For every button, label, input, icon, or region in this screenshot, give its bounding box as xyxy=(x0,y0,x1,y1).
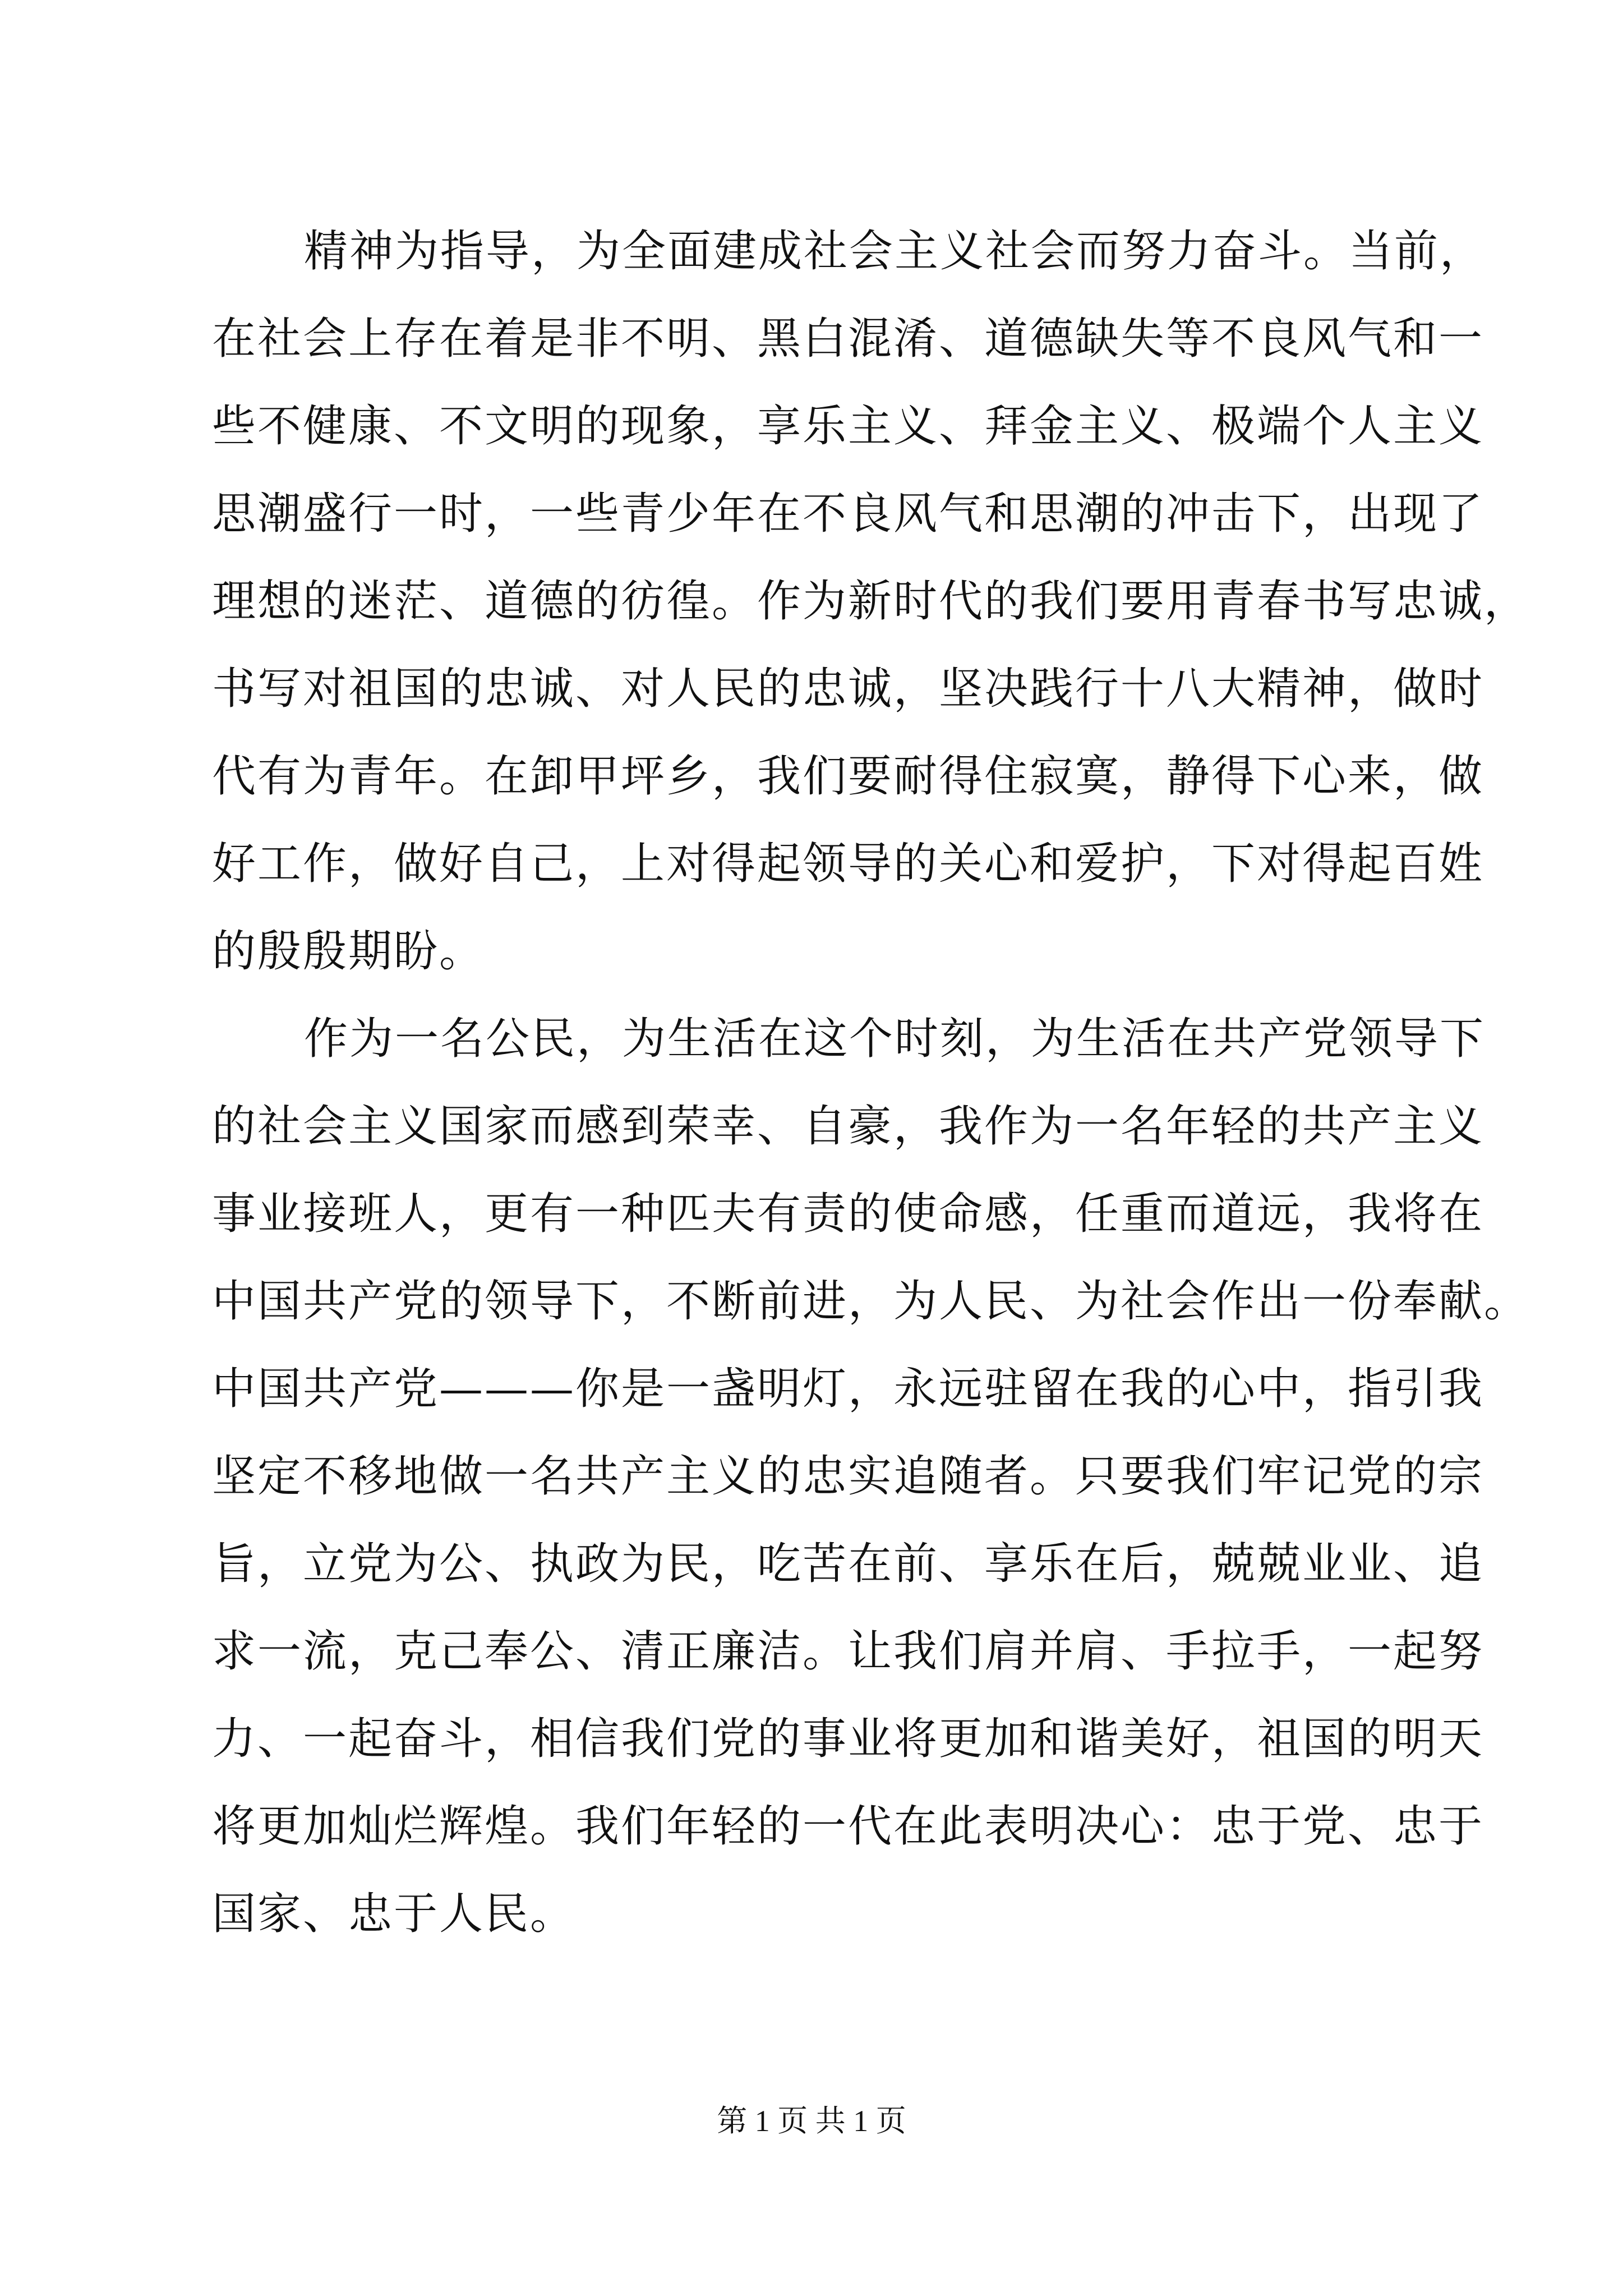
text-line: 事业接班人，更有一种匹夫有责的使命感，任重而道远，我将在 xyxy=(212,1189,1484,1239)
text-line: 的社会主义国家而感到荣幸、自豪，我作为一名年轻的共产主义 xyxy=(212,1101,1484,1152)
page-footer xyxy=(0,2101,1623,2141)
text-line: 中国共产党的领导下，不断前进，为人民、为社会作出一份奉献。 xyxy=(212,1276,1530,1327)
text-line: 力、一起奋斗，相信我们党的事业将更加和谐美好，祖国的明天 xyxy=(212,1714,1484,1764)
paragraph-2 xyxy=(212,995,1530,1958)
text-line: 理想的迷茫、道德的彷徨。作为新时代的我们要用青春书写忠诚， xyxy=(212,576,1530,627)
text-line: 些不健康、不文明的现象，享乐主义、拜金主义、极端个人主义 xyxy=(212,401,1484,452)
text-line: 在社会上存在着是非不明、黑白混淆、道德缺失等不良风气和一 xyxy=(212,314,1484,364)
paragraph-1 xyxy=(212,208,1530,995)
text-line: 书写对祖国的忠诚、对人民的忠诚，坚决践行十八大精神，做时 xyxy=(212,664,1484,714)
text-line: 思潮盛行一时，一些青少年在不良风气和思潮的冲击下，出现了 xyxy=(212,489,1484,539)
text-line: 精神为指导，为全面建成社会主义社会而努力奋斗。当前， xyxy=(304,226,1486,277)
text-line: 旨，立党为公、执政为民，吃苦在前、享乐在后，兢兢业业、追 xyxy=(212,1539,1484,1589)
text-line: 国家、忠于人民。 xyxy=(212,1889,576,1939)
page-number: 第 1 页 共 1 页 xyxy=(717,2104,906,2138)
text-line: 的殷殷期盼。 xyxy=(212,926,485,977)
text-line: 好工作，做好自己，上对得起领导的关心和爱护，下对得起百姓 xyxy=(212,839,1484,889)
text-line: 中国共产党———你是一盏明灯，永远驻留在我的心中，指引我 xyxy=(212,1364,1484,1414)
document-body xyxy=(212,208,1530,1958)
text-line: 坚定不移地做一名共产主义的忠实追随者。只要我们牢记党的宗 xyxy=(212,1451,1484,1502)
text-line: 作为一名公民，为生活在这个时刻，为生活在共产党领导下 xyxy=(304,1014,1486,1064)
text-line: 求一流，克己奉公、清正廉洁。让我们肩并肩、手拉手，一起努 xyxy=(212,1626,1484,1677)
text-line: 代有为青年。在卸甲坪乡，我们要耐得住寂寞，静得下心来，做 xyxy=(212,751,1484,802)
text-line: 将更加灿烂辉煌。我们年轻的一代在此表明决心：忠于党、忠于 xyxy=(212,1801,1484,1852)
